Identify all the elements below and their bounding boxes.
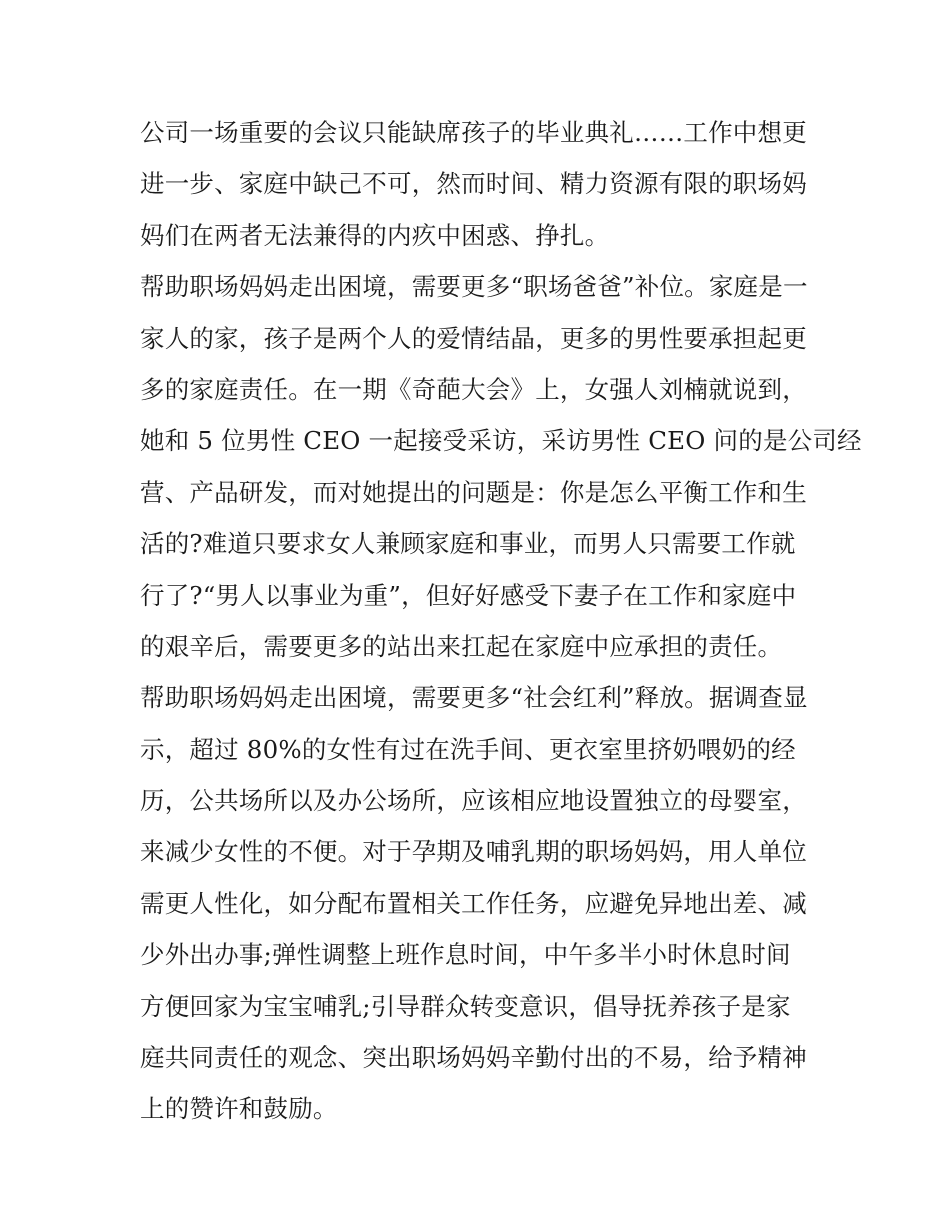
text-line: 的艰辛后，需要更多的站出来扛起在家庭中应承担的责任。 (140, 631, 783, 661)
text-line: 活的?难道只要求女人兼顾家庭和事业，而男人只需要工作就 (140, 529, 796, 559)
text-line: 来减少女性的不便。对于孕期及哺乳期的职场妈妈，用人单位 (140, 837, 807, 867)
text-line: 进一步、家庭中缺己不可，然而时间、精力资源有限的职场妈 (140, 169, 807, 199)
text-line: 多的家庭责任。在一期《奇葩大会》上，女强人刘楠就说到， (140, 374, 807, 404)
text-line: 需更人性化，如分配布置相关工作任务，应避免异地出差、减 (140, 888, 807, 918)
text-line: 方便回家为宝宝哺乳;引导群众转变意识，倡导抚养孩子是家 (140, 991, 791, 1021)
text-line: 营、产品研发，而对她提出的问题是：你是怎么平衡工作和生 (140, 477, 807, 507)
text-line: 少外出办事;弹性调整上班作息时间，中午多半小时休息时间 (140, 940, 791, 970)
text-line: 历，公共场所以及办公场所，应该相应地设置独立的母婴室， (140, 786, 807, 816)
text-line: 行了?“男人以事业为重”，但好好感受下妻子在工作和家庭中 (140, 580, 797, 610)
document-body (140, 107, 862, 1135)
text-line: 妈们在两者无法兼得的内疚中困惑、挣扎。 (140, 220, 610, 250)
text-line: 她和 5 位男性 CEO 一起接受采访，采访男性 CEO 问的是公司经 (140, 426, 862, 456)
text-line: 家人的家，孩子是两个人的爱情结晶，更多的男性要承担起更 (140, 323, 807, 353)
text-line: 示，超过 80%的女性有过在洗手间、更衣室里挤奶喂奶的经 (140, 734, 796, 764)
text-line: 上的赞许和鼓励。 (140, 1094, 338, 1124)
text-line: 帮助职场妈妈走出困境，需要更多“社会红利”释放。据调查显 (140, 683, 808, 713)
text-line: 公司一场重要的会议只能缺席孩子的毕业典礼……工作中想更 (140, 118, 807, 147)
text-line: 帮助职场妈妈走出困境，需要更多“职场爸爸”补位。家庭是一 (140, 272, 808, 302)
text-line: 庭共同责任的观念、突出职场妈妈辛勤付出的不易，给予精神 (140, 1043, 807, 1073)
